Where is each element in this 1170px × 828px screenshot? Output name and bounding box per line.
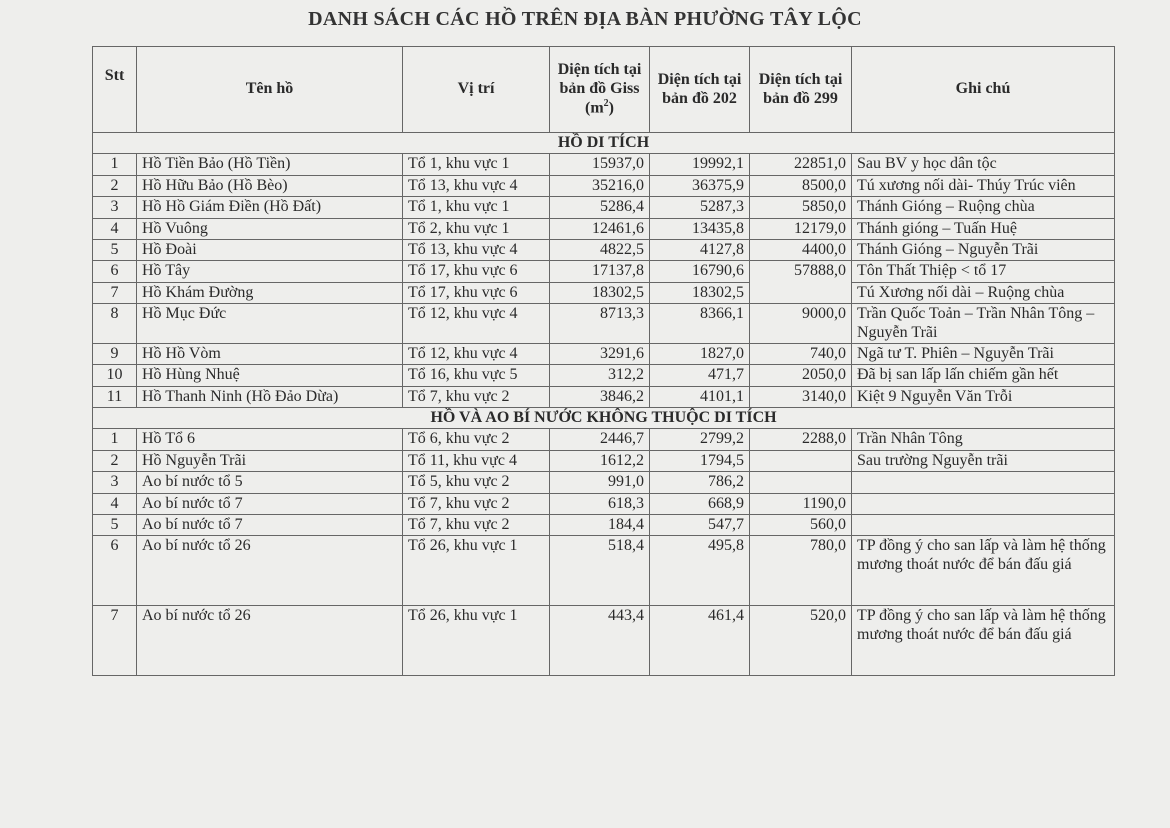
name-cell: Hồ Mục Đức — [137, 304, 403, 344]
location-cell: Tổ 26, khu vực 1 — [403, 536, 550, 606]
area-299-cell: 9000,0 — [750, 304, 852, 344]
area-299-cell-merged: 57888,0 — [750, 261, 852, 304]
name-cell: Ao bí nước tổ 7 — [137, 515, 403, 536]
area-202-cell: 5287,3 — [650, 197, 750, 218]
stt-cell: 7 — [93, 282, 137, 303]
note-cell: Thánh gióng – Tuấn Huệ — [852, 218, 1115, 239]
note-cell: Thánh Gióng – Nguyễn Trãi — [852, 239, 1115, 260]
area-202-cell: 547,7 — [650, 515, 750, 536]
stt-cell: 4 — [93, 493, 137, 514]
area-giss-cell: 1612,2 — [550, 450, 650, 471]
area-299-cell: 520,0 — [750, 606, 852, 676]
area-202-cell: 13435,8 — [650, 218, 750, 239]
area-299-cell: 560,0 — [750, 515, 852, 536]
stt-cell: 3 — [93, 472, 137, 493]
name-cell: Hồ Nguyễn Trãi — [137, 450, 403, 471]
location-cell: Tổ 12, khu vực 4 — [403, 343, 550, 364]
area-giss-cell: 18302,5 — [550, 282, 650, 303]
stt-cell: 1 — [93, 154, 137, 175]
header-area-giss-text: Diện tích tại bản đồ Giss (m — [557, 61, 642, 117]
area-giss-cell: 618,3 — [550, 493, 650, 514]
area-giss-cell: 17137,8 — [550, 261, 650, 282]
name-cell: Hồ Hồ Giám Điền (Hồ Đất) — [137, 197, 403, 218]
header-area-299: Diện tích tại bản đồ 299 — [750, 47, 852, 133]
area-299-cell: 740,0 — [750, 343, 852, 364]
header-row — [93, 47, 1115, 133]
table-row — [93, 429, 1115, 450]
area-giss-cell: 2446,7 — [550, 429, 650, 450]
location-cell: Tổ 7, khu vực 2 — [403, 386, 550, 407]
location-cell: Tổ 13, khu vực 4 — [403, 175, 550, 196]
area-giss-cell: 35216,0 — [550, 175, 650, 196]
name-cell: Ao bí nước tổ 26 — [137, 536, 403, 606]
name-cell: Hồ Thanh Ninh (Hồ Đảo Dừa) — [137, 386, 403, 407]
area-giss-cell: 3846,2 — [550, 386, 650, 407]
name-cell: Hồ Hữu Bảo (Hồ Bèo) — [137, 175, 403, 196]
table-row — [93, 175, 1115, 196]
location-cell: Tổ 26, khu vực 1 — [403, 606, 550, 676]
stt-cell: 1 — [93, 429, 137, 450]
area-giss-cell: 3291,6 — [550, 343, 650, 364]
location-cell: Tổ 13, khu vực 4 — [403, 239, 550, 260]
section-title: HỒ VÀ AO BÍ NƯỚC KHÔNG THUỘC DI TÍCH — [93, 408, 1115, 429]
note-cell: Ngã tư T. Phiên – Nguyễn Trãi — [852, 343, 1115, 364]
stt-cell: 2 — [93, 450, 137, 471]
name-cell: Ao bí nước tổ 5 — [137, 472, 403, 493]
area-202-cell: 668,9 — [650, 493, 750, 514]
stt-cell: 4 — [93, 218, 137, 239]
area-299-cell: 5850,0 — [750, 197, 852, 218]
stt-cell: 3 — [93, 197, 137, 218]
table-row — [93, 606, 1115, 676]
stt-cell: 10 — [93, 365, 137, 386]
area-299-cell: 22851,0 — [750, 154, 852, 175]
header-location: Vị trí — [403, 47, 550, 133]
area-299-cell: 1190,0 — [750, 493, 852, 514]
name-cell: Hồ Hồ Vòm — [137, 343, 403, 364]
header-stt: Stt — [93, 47, 137, 133]
table-row — [93, 154, 1115, 175]
area-299-cell: 2288,0 — [750, 429, 852, 450]
table-row — [93, 386, 1115, 407]
location-cell: Tổ 7, khu vực 2 — [403, 515, 550, 536]
area-299-cell: 12179,0 — [750, 218, 852, 239]
area-299-cell — [750, 450, 852, 471]
name-cell: Hồ Đoài — [137, 239, 403, 260]
table-row — [93, 343, 1115, 364]
area-202-cell: 19992,1 — [650, 154, 750, 175]
stt-cell: 6 — [93, 261, 137, 282]
location-cell: Tổ 1, khu vực 1 — [403, 154, 550, 175]
stt-cell: 11 — [93, 386, 137, 407]
location-cell: Tổ 12, khu vực 4 — [403, 304, 550, 344]
area-202-cell: 461,4 — [650, 606, 750, 676]
area-202-cell: 36375,9 — [650, 175, 750, 196]
table-row — [93, 365, 1115, 386]
location-cell: Tổ 2, khu vực 1 — [403, 218, 550, 239]
area-giss-cell: 312,2 — [550, 365, 650, 386]
location-cell: Tổ 11, khu vực 4 — [403, 450, 550, 471]
area-299-cell: 3140,0 — [750, 386, 852, 407]
area-202-cell: 4101,1 — [650, 386, 750, 407]
header-area-giss-suffix: ) — [608, 99, 614, 117]
area-giss-cell: 5286,4 — [550, 197, 650, 218]
area-giss-cell: 184,4 — [550, 515, 650, 536]
section-row-heritage — [93, 133, 1115, 154]
note-cell: Sau BV y học dân tộc — [852, 154, 1115, 175]
note-cell: Kiệt 9 Nguyễn Văn Trỗi — [852, 386, 1115, 407]
document-title: DANH SÁCH CÁC HỒ TRÊN ĐỊA BÀN PHƯỜNG TÂY LỘC — [308, 8, 862, 30]
name-cell: Hồ Tiền Bảo (Hồ Tiền) — [137, 154, 403, 175]
note-cell — [852, 472, 1115, 493]
area-299-cell: 4400,0 — [750, 239, 852, 260]
stt-cell: 8 — [93, 304, 137, 344]
table-row — [93, 304, 1115, 344]
note-cell: TP đồng ý cho san lấp và làm hệ thống mương thoát nước để bán đấu giá — [852, 536, 1115, 606]
name-cell: Hồ Tổ 6 — [137, 429, 403, 450]
note-cell: TP đồng ý cho san lấp và làm hệ thống mương thoát nước để bán đấu giá — [852, 606, 1115, 676]
location-cell: Tổ 17, khu vực 6 — [403, 261, 550, 282]
location-cell: Tổ 5, khu vực 2 — [403, 472, 550, 493]
note-cell: Thánh Gióng – Ruộng chùa — [852, 197, 1115, 218]
name-cell: Ao bí nước tổ 7 — [137, 493, 403, 514]
note-cell: Tôn Thất Thiệp < tổ 17 — [852, 261, 1115, 282]
area-202-cell: 471,7 — [650, 365, 750, 386]
table-row — [93, 197, 1115, 218]
header-area-giss-sup: 2 — [603, 98, 609, 110]
note-cell: Trần Quốc Toản – Trần Nhân Tông – Nguyễn Trãi — [852, 304, 1115, 344]
table-row — [93, 261, 1115, 282]
area-202-cell: 16790,6 — [650, 261, 750, 282]
area-299-cell: 780,0 — [750, 536, 852, 606]
table-row — [93, 239, 1115, 260]
area-giss-cell: 8713,3 — [550, 304, 650, 344]
header-note: Ghi chú — [852, 47, 1115, 133]
note-cell — [852, 515, 1115, 536]
note-cell: Tú xương nối dài- Thúy Trúc viên — [852, 175, 1115, 196]
stt-cell: 9 — [93, 343, 137, 364]
area-giss-cell: 4822,5 — [550, 239, 650, 260]
stt-cell: 2 — [93, 175, 137, 196]
stt-cell: 5 — [93, 515, 137, 536]
lakes-table — [92, 46, 1115, 676]
area-202-cell: 2799,2 — [650, 429, 750, 450]
table-row — [93, 536, 1115, 606]
stt-cell: 7 — [93, 606, 137, 676]
area-giss-cell: 12461,6 — [550, 218, 650, 239]
note-cell: Trần Nhân Tông — [852, 429, 1115, 450]
table-row — [93, 218, 1115, 239]
table-row — [93, 515, 1115, 536]
area-202-cell: 495,8 — [650, 536, 750, 606]
note-cell — [852, 493, 1115, 514]
area-299-cell: 8500,0 — [750, 175, 852, 196]
name-cell: Hồ Tây — [137, 261, 403, 282]
table-row — [93, 282, 1115, 303]
area-giss-cell: 15937,0 — [550, 154, 650, 175]
name-cell: Hồ Hùng Nhuệ — [137, 365, 403, 386]
area-299-cell: 2050,0 — [750, 365, 852, 386]
location-cell: Tổ 1, khu vực 1 — [403, 197, 550, 218]
note-cell: Đã bị san lấp lấn chiếm gần hết — [852, 365, 1115, 386]
table-row — [93, 493, 1115, 514]
note-cell: Sau trường Nguyễn trãi — [852, 450, 1115, 471]
section-row-non-heritage — [93, 408, 1115, 429]
table-row — [93, 450, 1115, 471]
location-cell: Tổ 17, khu vực 6 — [403, 282, 550, 303]
location-cell: Tổ 6, khu vực 2 — [403, 429, 550, 450]
header-name: Tên hồ — [137, 47, 403, 133]
area-giss-cell: 443,4 — [550, 606, 650, 676]
note-cell: Tú Xương nối dài – Ruộng chùa — [852, 282, 1115, 303]
area-202-cell: 18302,5 — [650, 282, 750, 303]
area-giss-cell: 991,0 — [550, 472, 650, 493]
area-202-cell: 1794,5 — [650, 450, 750, 471]
header-area-giss — [550, 47, 650, 133]
name-cell: Hồ Vuông — [137, 218, 403, 239]
name-cell: Ao bí nước tổ 26 — [137, 606, 403, 676]
section-title: HỒ DI TÍCH — [93, 133, 1115, 154]
area-giss-cell: 518,4 — [550, 536, 650, 606]
header-area-202: Diện tích tại bản đồ 202 — [650, 47, 750, 133]
stt-cell: 5 — [93, 239, 137, 260]
area-202-cell: 786,2 — [650, 472, 750, 493]
area-299-cell — [750, 472, 852, 493]
area-202-cell: 8366,1 — [650, 304, 750, 344]
area-202-cell: 4127,8 — [650, 239, 750, 260]
name-cell: Hồ Khám Đường — [137, 282, 403, 303]
stt-cell: 6 — [93, 536, 137, 606]
table-row — [93, 472, 1115, 493]
location-cell: Tổ 16, khu vực 5 — [403, 365, 550, 386]
location-cell: Tổ 7, khu vực 2 — [403, 493, 550, 514]
area-202-cell: 1827,0 — [650, 343, 750, 364]
